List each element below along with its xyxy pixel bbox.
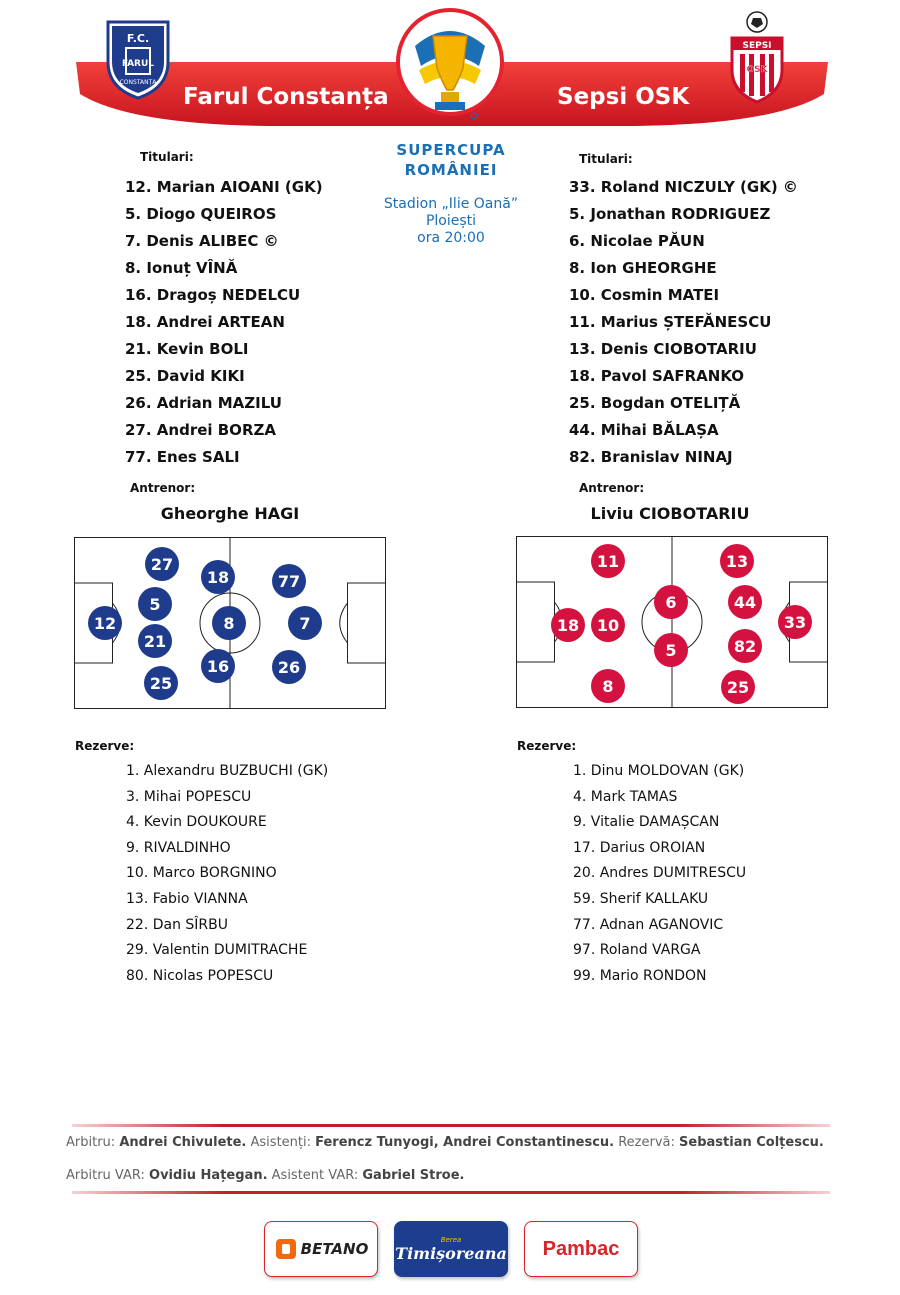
list-item: 99. Mario RONDON: [573, 967, 707, 984]
cup-title-line2: ROMÂNIEI: [404, 161, 498, 179]
list-item: 11. Marius ȘTEFĂNESCU: [569, 313, 772, 331]
reserve-referee-label: Rezervă:: [618, 1135, 675, 1150]
svg-text:F.C.: F.C.: [126, 32, 150, 45]
player-number: 18: [206, 568, 230, 587]
home-coach-label: Antrenor:: [130, 481, 196, 495]
list-item: 17. Darius OROIAN: [573, 839, 706, 856]
list-item: 26. Adrian MAZILU: [125, 394, 282, 412]
list-item: 9. RIVALDINHO: [126, 839, 231, 856]
svg-text:CONSTANȚA: CONSTANȚA: [119, 79, 157, 86]
list-item: 27. Andrei BORZA: [125, 421, 276, 439]
list-item: 1. Dinu MOLDOVAN (GK): [573, 763, 745, 779]
list-item: 8. Ion GHEORGHE: [569, 259, 717, 277]
list-item: 82. Branislav NINAJ: [569, 448, 733, 466]
list-item: 5. Jonathan RODRIGUEZ: [569, 205, 771, 223]
list-item: 18. Pavol SAFRANKO: [569, 367, 745, 385]
list-item: 10. Cosmin MATEI: [569, 286, 720, 304]
player-number: 6: [665, 593, 677, 612]
home-reserves-list: [126, 759, 328, 989]
stadium-name: Stadion „Ilie Oană”: [383, 196, 519, 212]
list-item: 18. Andrei ARTEAN: [125, 313, 285, 331]
home-coach-name: Gheorghe HAGI: [160, 504, 300, 523]
svg-text:FARUL: FARUL: [121, 59, 155, 69]
player-number: 44: [733, 593, 757, 612]
svg-text:SEPSI: SEPSI: [742, 41, 772, 51]
list-item: 3. Mihai POPESCU: [126, 788, 252, 805]
player-number: 16: [206, 657, 230, 676]
away-starters-label: Titulari:: [579, 152, 633, 166]
list-item: 22. Dan SÎRBU: [126, 916, 228, 933]
list-item: 33. Roland NICZULY (GK) ©: [569, 178, 798, 196]
player-number: 21: [143, 632, 167, 651]
divider-top: [72, 1124, 830, 1127]
avar-name: Gabriel Stroe.: [362, 1168, 465, 1183]
list-item: 77. Enes SALI: [125, 448, 240, 466]
sponsor-text: BETANO: [300, 1240, 369, 1258]
reserve-referee-name: Sebastian Colțescu.: [679, 1135, 824, 1150]
away-starters-list: [569, 174, 798, 471]
away-formation-pitch: [516, 536, 828, 708]
list-item: 97. Roland VARGA: [573, 942, 701, 959]
assistants-names: Ferencz Tunyogi, Andrei Constantinescu.: [315, 1135, 615, 1150]
player-number: 10: [596, 616, 620, 635]
away-coach-name: Liviu CIOBOTARIU: [590, 504, 750, 523]
referee-label: Arbitru:: [66, 1135, 116, 1150]
assistants-label: Asistenți:: [250, 1135, 311, 1150]
list-item: 29. Valentin DUMITRACHE: [126, 942, 308, 959]
player-number: 25: [149, 674, 173, 693]
player-number: 18: [556, 616, 580, 635]
away-reserves-label: Rezerve:: [517, 739, 577, 753]
home-formation-pitch: [74, 537, 386, 709]
player-number: 82: [733, 637, 757, 656]
sponsor-text: Pambac: [542, 1237, 620, 1260]
list-item: 9. Vitalie DAMAȘCAN: [573, 814, 720, 831]
away-team-name: Sepsi OSK: [557, 84, 690, 110]
list-item: 44. Mihai BĂLAȘA: [569, 421, 719, 439]
svg-text:OSK: OSK: [746, 65, 768, 75]
cup-title-line1: SUPERCUPA: [396, 141, 506, 159]
timisoreana-sponsor-logo: [394, 1221, 508, 1277]
player-number: 27: [150, 555, 174, 574]
var-name: Ovidiu Hațegan.: [149, 1168, 268, 1183]
officials-line-2: [66, 1168, 464, 1183]
var-label: Arbitru VAR:: [66, 1168, 145, 1183]
list-item: 16. Dragoș NEDELCU: [125, 286, 301, 304]
player-number: 12: [93, 614, 117, 633]
supercup-trophy-logo: [395, 6, 505, 128]
list-item: 13. Fabio VIANNA: [126, 890, 248, 907]
player-number: 13: [725, 552, 749, 571]
list-item: 77. Adnan AGANOVIC: [573, 916, 724, 933]
home-team-name: Farul Constanța: [183, 84, 389, 110]
player-number: 5: [149, 595, 161, 614]
away-reserves-list: [573, 759, 746, 989]
list-item: 25. David KIKI: [125, 367, 245, 385]
list-item: 59. Sherif KALLAKU: [573, 890, 709, 907]
player-number: 25: [726, 678, 750, 697]
list-item: 21. Kevin BOLI: [125, 340, 249, 358]
home-starters-label: Titulari:: [140, 150, 194, 164]
player-number: 77: [277, 572, 301, 591]
sponsor-text: Timișoreana: [395, 1243, 507, 1263]
player-number: 5: [665, 641, 677, 660]
list-item: 13. Denis CIOBOTARIU: [569, 340, 757, 358]
list-item: 10. Marco BORGNINO: [126, 865, 277, 882]
match-city: Ploiești: [425, 213, 477, 229]
farul-crest-logo: [104, 18, 172, 100]
betano-icon: [274, 1237, 298, 1261]
player-number: 26: [277, 658, 301, 677]
list-item: 4. Kevin DOUKOURE: [126, 814, 267, 831]
player-number: 8: [602, 677, 614, 696]
list-item: 20. Andres DUMITRESCU: [573, 865, 747, 882]
sepsi-crest-logo: [728, 10, 786, 106]
player-number: 7: [299, 614, 311, 633]
divider-bottom: [72, 1191, 830, 1194]
list-item: 5. Diogo QUEIROS: [125, 205, 277, 223]
sponsor-small-text: Berea: [440, 1235, 462, 1244]
player-number: 11: [596, 552, 620, 571]
list-item: 80. Nicolas POPESCU: [126, 967, 274, 984]
list-item: 1. Alexandru BUZBUCHI (GK): [126, 763, 329, 779]
away-coach-label: Antrenor:: [579, 481, 645, 495]
avar-label: Asistent VAR:: [271, 1168, 359, 1183]
betano-sponsor-logo: [264, 1221, 378, 1277]
list-item: 4. Mark TAMAS: [573, 788, 678, 805]
player-number: 33: [783, 613, 807, 632]
player-number: 8: [223, 614, 235, 633]
officials-line-1: [66, 1135, 824, 1150]
list-item: 12. Marian AIOANI (GK): [125, 178, 323, 196]
home-reserves-label: Rezerve:: [75, 739, 135, 753]
kickoff-time: ora 20:00: [417, 230, 485, 246]
list-item: 25. Bogdan OTELIȚĂ: [569, 394, 741, 412]
list-item: 8. Ionuț VÎNĂ: [125, 259, 238, 277]
list-item: 7. Denis ALIBEC ©: [125, 232, 279, 250]
list-item: 6. Nicolae PĂUN: [569, 232, 705, 250]
pambac-sponsor-logo: [524, 1221, 638, 1277]
referee-name: Andrei Chivulete.: [119, 1135, 247, 1150]
home-starters-list: [125, 174, 323, 471]
